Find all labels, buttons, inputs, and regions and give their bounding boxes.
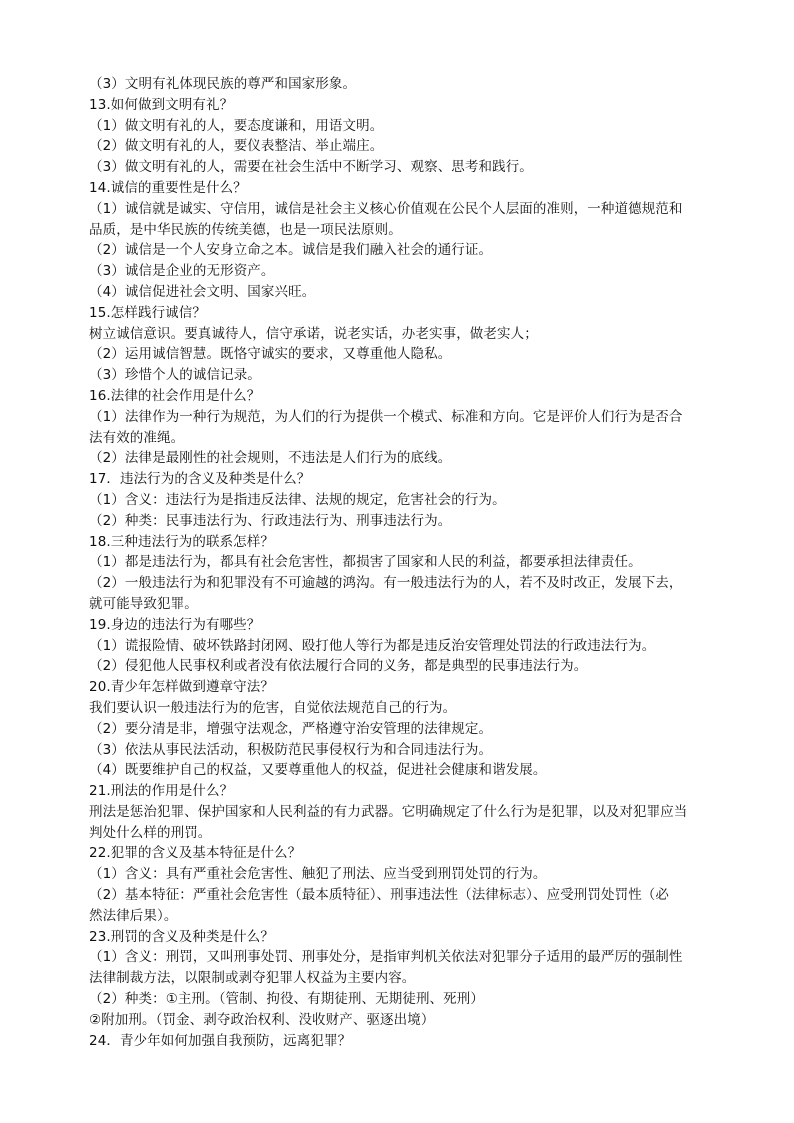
answer-line: （2）侵犯他人民事权利或者没有依法履行合同的义务，都是典型的民事违法行为。 bbox=[89, 658, 588, 675]
answer-line: （3）依法从事民法活动，积极防范民事侵权行为和合同违法行为。 bbox=[89, 741, 493, 758]
answer-line: （1）含义：刑罚，又叫刑事处罚、刑事处分，是指审判机关依法对犯罪分子适用的最严厉的强制性 bbox=[89, 949, 683, 966]
answer-line: （1）含义：违法行为是指违反法律、法规的规定，危害社会的行为。 bbox=[89, 491, 506, 508]
answer-line: 刑法是惩治犯罪、保护国家和人民利益的有力武器。它明确规定了什么行为是犯罪，以及对犯罪应当 bbox=[89, 803, 688, 820]
answer-line: （1）谎报险情、破坏铁路封闭网、殴打他人等行为都是违反治安管理处罚法的行政违法行为。 bbox=[89, 637, 656, 654]
answer-line: 然法律后果）。 bbox=[89, 907, 178, 924]
answer-line: （2）一般违法行为和犯罪没有不可逾越的鸿沟。有一般违法行为的人，若不及时改正，发展下去， bbox=[89, 575, 683, 592]
answer-line: （2）要分清是非，增强守法观念，严格遵守治安管理的法律规定。 bbox=[89, 720, 493, 737]
question-heading: 23.刑罚的含义及种类是什么？ bbox=[89, 928, 274, 945]
answer-line: （1）做文明有礼的人，要态度谦和，用语文明。 bbox=[89, 117, 384, 134]
question-heading: 24．青少年如何加强自我预防，远离犯罪？ bbox=[89, 1032, 352, 1049]
question-heading: 21.刑法的作用是什么？ bbox=[89, 783, 234, 800]
answer-line: 品质，是中华民族的传统美德，也是一项民法原则。 bbox=[89, 221, 402, 238]
question-heading: 19.身边的违法行为有哪些？ bbox=[89, 616, 261, 633]
answer-line: 法律制裁方法，以限制或剥夺犯罪人权益为主要内容。 bbox=[89, 970, 416, 987]
answer-line: （4）诚信促进社会文明、国家兴旺。 bbox=[89, 283, 316, 300]
answer-line: 树立诚信意识。要真诚待人，信守承诺，说老实话，办老实事，做老实人； bbox=[89, 325, 538, 342]
question-heading: 15.怎样践行诚信？ bbox=[89, 304, 206, 321]
question-heading: 16.法律的社会作用是什么？ bbox=[89, 387, 261, 404]
answer-line: （2）种类：民事违法行为、行政违法行为、刑事违法行为。 bbox=[89, 512, 452, 529]
answer-line: （2）种类：①主刑。（管制、拘役、有期徒刑、无期徒刑、死刑） bbox=[89, 991, 484, 1008]
answer-line: 法有效的准绳。 bbox=[89, 429, 185, 446]
answer-line: （3）文明有礼体现民族的尊严和国家形象。 bbox=[89, 76, 357, 92]
question-heading: 22.犯罪的含义及基本特征是什么？ bbox=[89, 845, 302, 862]
answer-line: 就可能导致犯罪。 bbox=[89, 595, 198, 612]
answer-line: （2）做文明有礼的人，要仪表整洁、举止端庄。 bbox=[89, 138, 384, 155]
answer-line: （4）既要维护自己的权益，又要尊重他人的权益，促进社会健康和谐发展。 bbox=[89, 762, 547, 779]
answer-line: （1）法律作为一种行为规范，为人们的行为提供一个模式、标准和方向。它是评价人们行为是否合 bbox=[89, 408, 683, 425]
answer-line: （1）诚信就是诚实、守信用，诚信是社会主义核心价值观在公民个人层面的准则，一种道德规范和 bbox=[89, 200, 683, 217]
answer-line: （1）都是违法行为，都具有社会危害性，都损害了国家和人民的利益，都要承担法律责任。 bbox=[89, 554, 642, 571]
answer-line: （1）含义：具有严重社会危害性、触犯了刑法、应当受到刑罚处罚的行为。 bbox=[89, 866, 547, 883]
answer-line: （3）珍惜个人的诚信记录。 bbox=[89, 367, 261, 384]
question-heading: 13.如何做到文明有礼？ bbox=[89, 96, 234, 113]
answer-line: （2）诚信是一个人安身立命之本。诚信是我们融入社会的通行证。 bbox=[89, 242, 493, 259]
answer-line: （2）运用诚信智慧。既恪守诚实的要求，又尊重他人隐私。 bbox=[89, 346, 452, 363]
document-page bbox=[89, 74, 709, 1051]
question-heading: 20.青少年怎样做到遵章守法？ bbox=[89, 679, 274, 696]
answer-line: 判处什么样的刑罚。 bbox=[89, 824, 212, 841]
question-heading: 17．违法行为的含义及种类是什么？ bbox=[89, 471, 311, 488]
answer-line: （2）基本特征：严重社会危害性（最本质特征）、刑事违法性（法律标志）、应受刑罚处罚性（必 bbox=[89, 887, 669, 904]
answer-line: ②附加刑。（罚金、剥夺政治权利、没收财产、驱逐出境） bbox=[89, 1011, 435, 1028]
answer-line: 我们要认识一般违法行为的危害，自觉依法规范自己的行为。 bbox=[89, 699, 457, 716]
question-heading: 14.诚信的重要性是什么？ bbox=[89, 179, 247, 196]
answer-line: （2）法律是最刚性的社会规则，不违法是人们行为的底线。 bbox=[89, 450, 452, 467]
answer-line: （3）做文明有礼的人，需要在社会生活中不断学习、观察、思考和践行。 bbox=[89, 159, 533, 176]
answer-line: （3）诚信是企业的无形资产。 bbox=[89, 263, 275, 280]
question-heading: 18.三种违法行为的联系怎样？ bbox=[89, 533, 274, 550]
